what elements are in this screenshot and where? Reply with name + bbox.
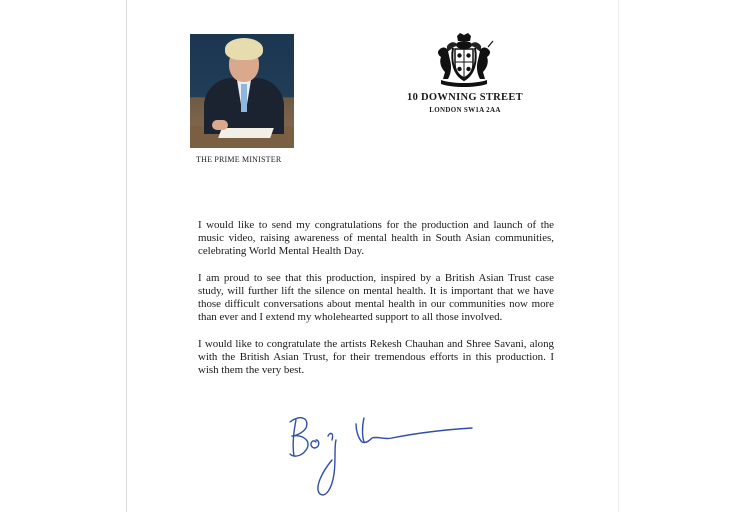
photo-tie [241,84,247,112]
letter-body [198,219,554,391]
photo-hand [212,120,228,130]
photo-paper [218,128,274,138]
letter-paragraph: I would like to congratulate the artists Rekesh Chauhan and Shree Savani, along with the British Asian Trust, for their tremendous efforts in this production. I wish them the very best. [198,338,554,376]
page-edge-left [126,0,127,512]
address-title: 10 DOWNING STREET [407,92,523,103]
prime-minister-photo [190,34,294,148]
letter-paragraph: I am proud to see that this production, inspired by a British Asian Trust case study, will further lift the silence on mental health. It is important that we have those difficult conversations about mental health in our communities now more than ever and I extend my wholehearted support to all those involved. [198,272,554,323]
handwritten-signature [282,408,482,504]
page-edge-right [618,0,619,512]
photo-hair [225,38,263,60]
letter-paragraph: I would like to send my congratulations for the production and launch of the music video, raising awareness of mental health in South Asian communities, celebrating World Mental Health Day. [198,219,554,257]
photo-caption: THE PRIME MINISTER [196,155,282,164]
royal-coat-of-arms-icon [433,32,495,88]
address-postcode: LONDON SW1A 2AA [429,106,501,114]
